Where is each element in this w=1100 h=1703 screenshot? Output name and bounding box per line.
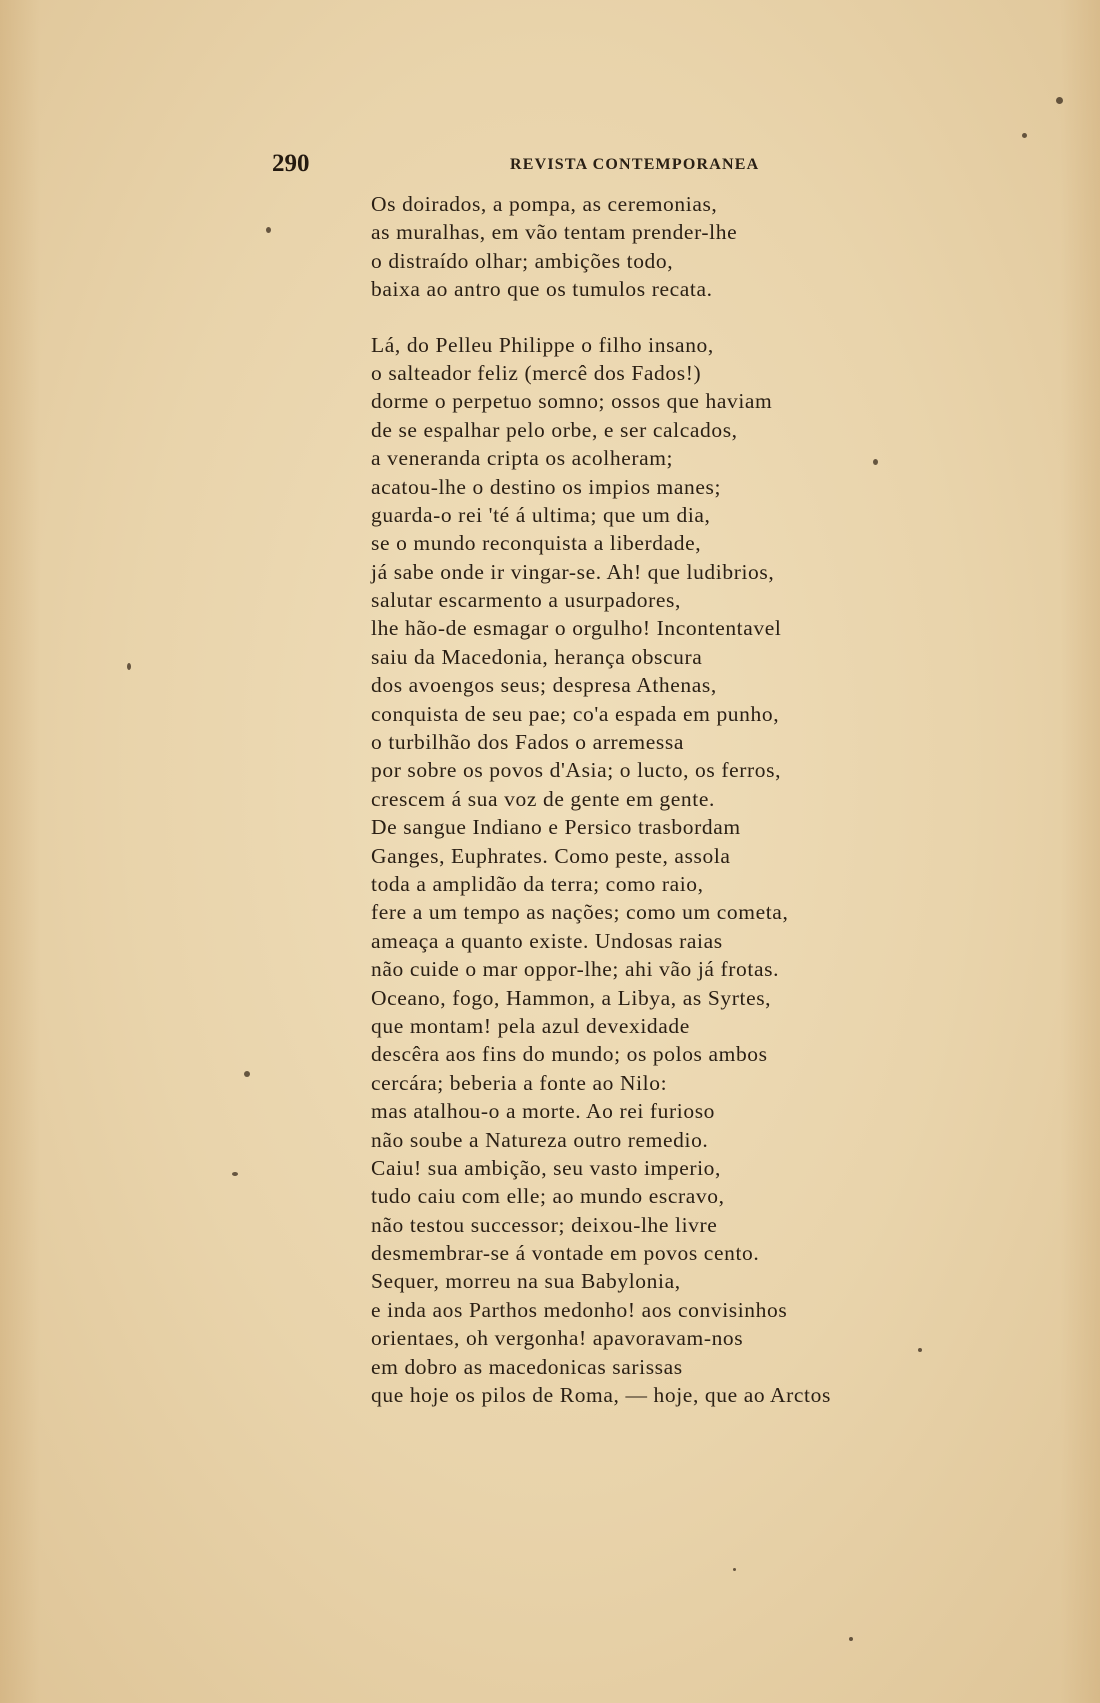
page-number: 290 [272,150,310,177]
paper-speck [1056,97,1063,104]
poem-line: conquista de seu pae; co'a espada em punho, [371,701,780,726]
poem-line: em dobro as macedonicas sarissas [371,1354,683,1379]
poem-line: desmembrar-se á vontade em povos cento. [371,1241,760,1266]
paper-speck [127,663,131,670]
poem-line: de se espalhar pelo orbe, e ser calcados, [371,417,738,442]
poem-line: dorme o perpetuo somno; ossos que haviam [371,389,773,414]
poem-line: que montam! pela azul devexidade [371,1013,690,1038]
paper-speck [244,1071,250,1077]
poem-line: não cuide o mar oppor-lhe; ahi vão já frotas. [371,957,780,982]
poem-line: não testou successor; deixou-lhe livre [371,1212,718,1237]
poem-line: guarda-o rei 'té á ultima; que um dia, [371,502,711,527]
poem-line: que hoje os pilos de Roma, — hoje, que ao Arctos [371,1383,831,1408]
poem-line: já sabe onde ir vingar-se. Ah! que ludibrios, [371,559,775,584]
poem-line: lhe hão-de esmagar o orgulho! Incontentavel [371,616,782,641]
poem-line: acatou-lhe o destino os impios manes; [371,474,722,499]
poem-line: cercára; beberia a fonte ao Nilo: [371,1070,668,1095]
poem-line: as muralhas, em vão tentam prender-lhe [371,220,738,245]
poem-line: se o mundo reconquista a liberdade, [371,531,702,556]
poem-line: toda a amplidão da terra; como raio, [371,871,704,896]
poem-line: o salteador feliz (mercê dos Fados!) [371,360,702,385]
stanza [371,190,931,304]
poem-body [371,190,931,1409]
poem-line: o turbilhão dos Fados o arremessa [371,730,684,755]
paper-speck [849,1637,853,1641]
poem-line: dos avoengos seus; despresa Athenas, [371,673,717,698]
poem-line: Lá, do Pelleu Philippe o filho insano, [371,332,714,357]
poem-line: por sobre os povos d'Asia; o lucto, os ferros, [371,758,782,783]
poem-line: tudo caiu com elle; ao mundo escravo, [371,1184,725,1209]
poem-line: Oceano, fogo, Hammon, a Libya, as Syrtes, [371,985,772,1010]
poem-line: Caiu! sua ambição, seu vasto imperio, [371,1155,721,1180]
stanza [371,331,931,1410]
paper-speck [873,459,878,465]
poem-line: Sequer, morreu na sua Babylonia, [371,1269,681,1294]
poem-line: crescem á sua voz de gente em gente. [371,786,715,811]
poem-line: a veneranda cripta os acolheram; [371,446,674,471]
poem-line: baixa ao antro que os tumulos recata. [371,277,713,302]
poem-line: Ganges, Euphrates. Como peste, assola [371,843,731,868]
poem-line: De sangue Indiano e Persico trasbordam [371,815,741,840]
poem-line: saiu da Macedonia, herança obscura [371,644,703,669]
poem-line: ameaça a quanto existe. Undosas raias [371,928,723,953]
poem-line: Os doirados, a pompa, as ceremonias, [371,192,718,216]
poem-line: salutar escarmento a usurpadores, [371,588,681,613]
page-header [272,150,912,182]
paper-speck [733,1568,736,1571]
poem-line: descêra aos fins do mundo; os polos ambos [371,1042,768,1067]
paper-speck [232,1172,238,1176]
running-title: REVISTA CONTEMPORANEA [510,156,760,173]
poem-line: orientaes, oh vergonha! apavoravam-nos [371,1326,744,1351]
poem-line: não soube a Natureza outro remedio. [371,1127,709,1152]
paper-speck [266,227,271,233]
poem-line: o distraído olhar; ambições todo, [371,248,674,273]
poem-line: mas atalhou-o a morte. Ao rei furioso [371,1099,716,1124]
paper-speck [918,1348,922,1352]
paper-speck [1022,133,1027,138]
poem-line: e inda aos Parthos medonho! aos convisinhos [371,1297,788,1322]
poem-line: fere a um tempo as nações; como um cometa, [371,900,789,925]
